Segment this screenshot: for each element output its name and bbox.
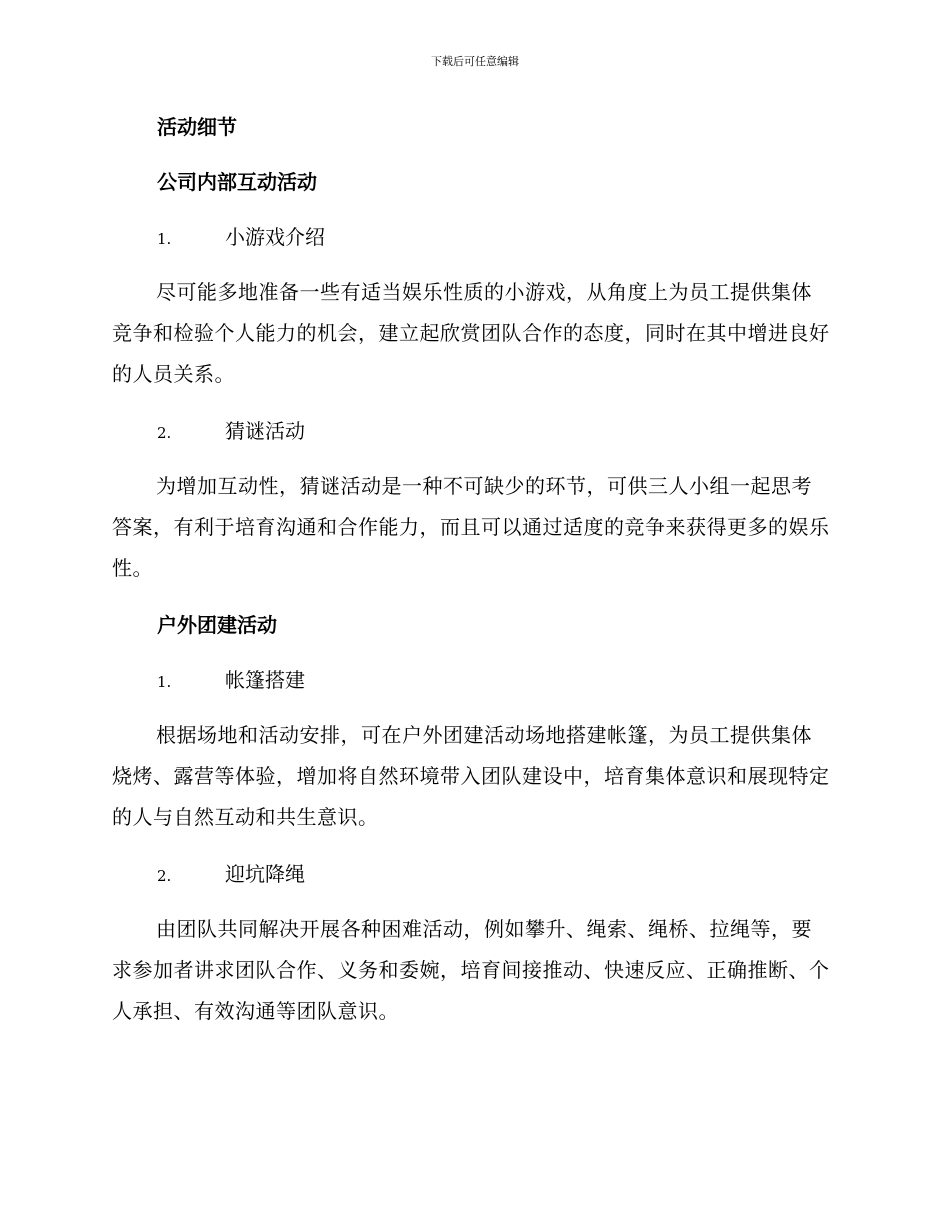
list-number: 1. — [157, 230, 172, 248]
list-number: 1. — [157, 673, 172, 691]
section-heading-outdoor: 户外团建活动 — [157, 613, 277, 637]
paragraph: 根据场地和活动安排，可在户外团建活动场地搭建帐篷，为员工提供集体烧烤、露营等体验，增加将自然环境带入团队建设中，培育集体意识和展现特定的人与自然互动和共生意识。 — [112, 723, 830, 829]
list-item-heading — [157, 860, 305, 890]
section-heading-internal: 公司内部互动活动 — [157, 170, 317, 194]
list-item-heading — [157, 417, 305, 447]
paragraph: 尽可能多地准备一些有适当娱乐性质的小游戏，从角度上为员工提供集体竞争和检验个人能力的机会，建立起欣赏团队合作的态度，同时在其中增进良好的人员关系。 — [112, 280, 830, 386]
list-number: 2. — [157, 424, 172, 442]
document-title: 活动细节 — [157, 115, 237, 139]
page-header: 下载后可任意编辑 — [431, 55, 519, 68]
list-item-title: 迎坑降绳 — [225, 862, 305, 886]
list-item-title: 猜谜活动 — [225, 419, 305, 443]
list-item-title: 帐篷搭建 — [225, 668, 305, 692]
list-item-title: 小游戏介绍 — [225, 225, 325, 249]
list-number: 2. — [157, 867, 172, 885]
list-item-heading — [157, 666, 305, 696]
paragraph: 由团队共同解决开展各种困难活动，例如攀升、绳索、绳桥、拉绳等，要求参加者讲求团队合作、义务和委婉，培育间接推动、快速反应、正确推断、个人承担、有效沟通等团队意识。 — [112, 917, 830, 1023]
paragraph: 为增加互动性，猜谜活动是一种不可缺少的环节，可供三人小组一起思考答案，有利于培育沟通和合作能力，而且可以通过适度的竞争来获得更多的娱乐性。 — [112, 474, 830, 580]
list-item-heading — [157, 223, 325, 253]
